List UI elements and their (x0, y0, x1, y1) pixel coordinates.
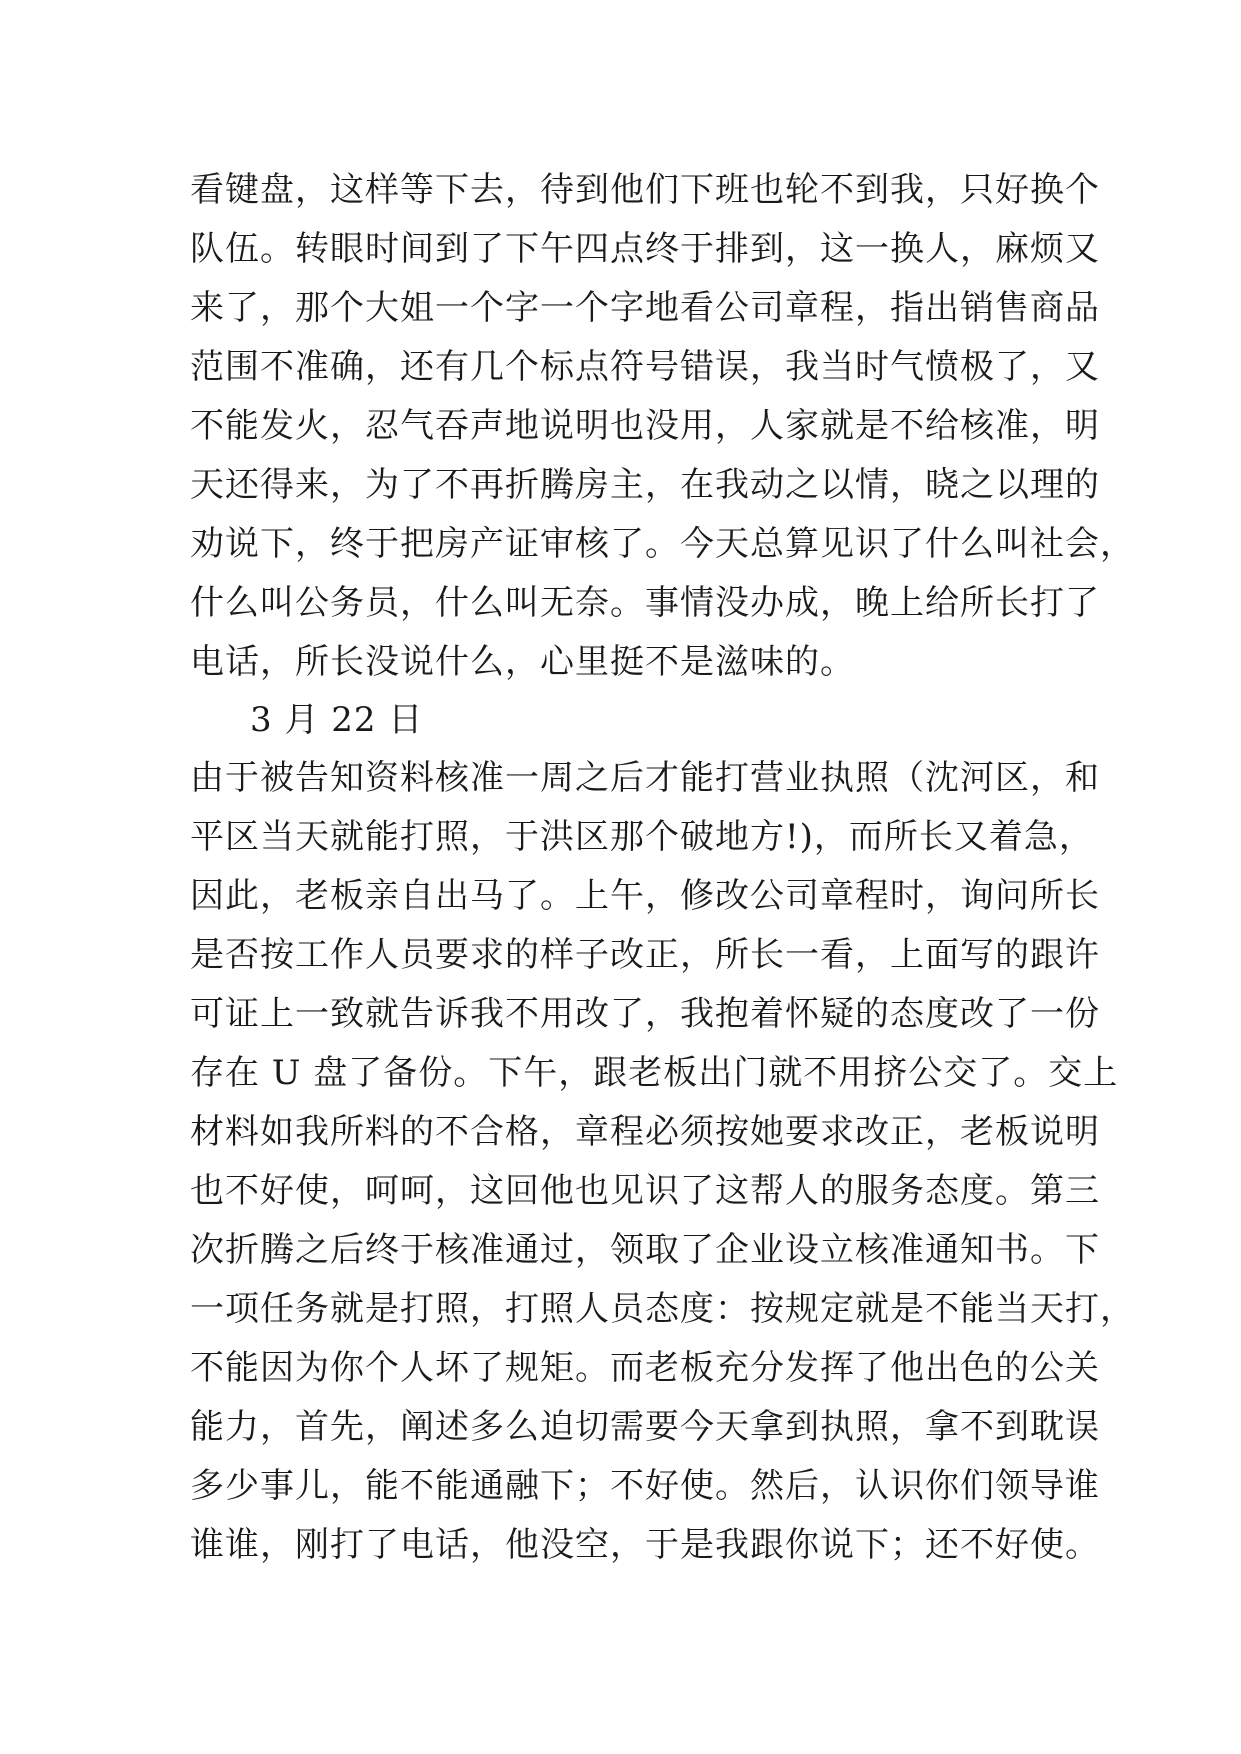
date-heading: 3 月 22 日 (250, 700, 424, 740)
text-line: 一项任务就是打照，打照人员态度：按规定就是不能当天打， (190, 1289, 1135, 1329)
text-line: 由于被告知资料核准一周之后才能打营业执照（沈河区，和 (190, 758, 1100, 798)
text-line: 天还得来，为了不再折腾房主，在我动之以情，晓之以理的 (190, 465, 1100, 505)
text-line: 是否按工作人员要求的样子改正，所长一看，上面写的跟许 (190, 935, 1100, 975)
text-line: 不能因为你个人坏了规矩。而老板充分发挥了他出色的公关 (190, 1348, 1100, 1388)
text-line: 材料如我所料的不合格，章程必须按她要求改正，老板说明 (190, 1112, 1100, 1152)
text-line: 劝说下，终于把房产证审核了。今天总算见识了什么叫社会， (190, 524, 1135, 564)
text-line: 次折腾之后终于核准通过，领取了企业设立核准通知书。下 (190, 1230, 1100, 1270)
text-line: 来了，那个大姐一个字一个字地看公司章程，指出销售商品 (190, 288, 1100, 328)
text-line: 可证上一致就告诉我不用改了，我抱着怀疑的态度改了一份 (190, 994, 1100, 1034)
text-line: 因此，老板亲自出马了。上午，修改公司章程时，询问所长 (190, 876, 1100, 916)
text-line: 电话，所长没说什么，心里挺不是滋味的。 (190, 642, 855, 682)
text-line: 不能发火，忍气吞声地说明也没用，人家就是不给核准，明 (190, 406, 1100, 446)
text-line: 谁谁，刚打了电话，他没空，于是我跟你说下；还不好使。 (190, 1525, 1100, 1565)
text-line: 什么叫公务员，什么叫无奈。事情没办成，晚上给所长打了 (190, 583, 1100, 623)
text-line: 存在 U 盘了备份。下午，跟老板出门就不用挤公交了。交上 (190, 1053, 1119, 1093)
text-line: 看键盘，这样等下去，待到他们下班也轮不到我，只好换个 (190, 170, 1100, 210)
text-line: 平区当天就能打照，于洪区那个破地方!)，而所长又着急， (190, 817, 1094, 857)
text-line: 能力，首先，阐述多么迫切需要今天拿到执照，拿不到耽误 (190, 1407, 1100, 1447)
text-line: 也不好使，呵呵，这回他也见识了这帮人的服务态度。第三 (190, 1171, 1100, 1211)
text-line: 多少事儿，能不能通融下；不好使。然后，认识你们领导谁 (190, 1466, 1100, 1506)
text-line: 范围不准确，还有几个标点符号错误，我当时气愤极了，又 (190, 347, 1100, 387)
text-line: 队伍。转眼时间到了下午四点终于排到，这一换人，麻烦又 (190, 229, 1100, 269)
